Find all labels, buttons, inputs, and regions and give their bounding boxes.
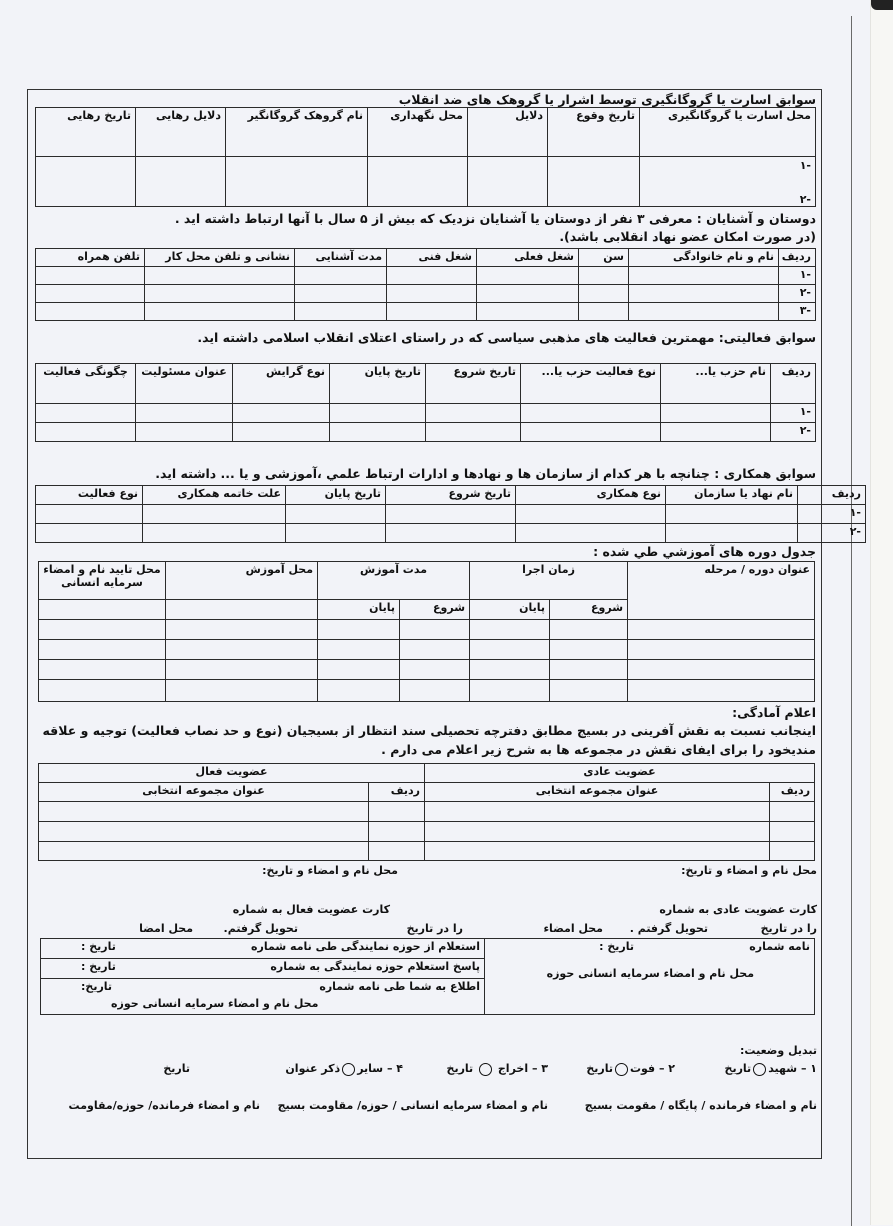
status-option-dismissal[interactable]	[447, 1062, 548, 1076]
cooperation-title: سوابق همکاری : چنانچه با هر کدام از سازمان ها و نهادها و ادارات ارتباط علمي ،آموزشی و یا ... داشته اید.	[155, 466, 816, 481]
regular-received-text: تحویل گرفتم .	[629, 922, 708, 935]
cell[interactable]	[36, 157, 136, 207]
header-end-date: تاریخ پایان	[286, 486, 386, 505]
table-row[interactable]	[640, 157, 816, 207]
header-row: ردیف	[369, 783, 425, 802]
row-number: -۲	[799, 193, 811, 206]
cell[interactable]	[579, 267, 629, 285]
header-orientation: نوع گرایش	[233, 364, 330, 404]
header-work-address-phone: نشانی و تلفن محل کار	[145, 249, 295, 267]
training-table	[38, 561, 815, 702]
cell[interactable]	[145, 303, 295, 321]
header-age: سن	[579, 249, 629, 267]
cell[interactable]	[36, 267, 145, 285]
header-training-duration: مدت آموزش	[318, 562, 470, 600]
captivity-table	[35, 107, 816, 207]
table-row	[39, 640, 815, 660]
notify-row	[41, 979, 485, 1015]
option-date: تاریخ	[446, 1062, 474, 1075]
cell[interactable]	[661, 423, 771, 442]
cell[interactable]	[369, 842, 425, 861]
cell[interactable]	[628, 660, 815, 680]
inquiry-label: استعلام از حوزه نمایندگی طی نامه شماره	[251, 940, 480, 953]
cell[interactable]	[36, 303, 145, 321]
cell[interactable]	[629, 303, 779, 321]
header-technical-job: شغل فنی	[387, 249, 477, 267]
activities-table	[35, 363, 816, 442]
status-option-martyr[interactable]	[725, 1062, 817, 1076]
hr-signature-label: محل نام و امضاء سرمایه انسانی حوزه	[546, 967, 754, 980]
header-full-name: نام و نام خانوادگی	[629, 249, 779, 267]
cell[interactable]	[387, 285, 477, 303]
regular-card-number[interactable]: کارت عضویت عادی به شماره	[659, 903, 817, 916]
cell[interactable]	[226, 157, 368, 207]
cell[interactable]	[387, 303, 477, 321]
row-number: -۱	[799, 159, 811, 172]
status-option-other[interactable]	[285, 1062, 403, 1076]
page-edge	[870, 0, 893, 1225]
cell[interactable]	[166, 600, 318, 620]
cell[interactable]	[286, 505, 386, 524]
cell[interactable]	[39, 680, 166, 702]
inquiry-date-label: تاریخ :	[81, 940, 116, 953]
table-row	[39, 822, 815, 842]
cell[interactable]	[36, 505, 143, 524]
inquiry-reply-label: پاسخ استعلام حوزه نمایندگی به شماره	[270, 960, 480, 973]
active-received-text: تحویل گرفتم.	[223, 922, 298, 935]
active-sign-place[interactable]: محل امضا	[139, 922, 193, 935]
cell[interactable]	[666, 524, 798, 543]
cell[interactable]	[426, 404, 521, 423]
cell[interactable]	[470, 640, 550, 660]
radio-martyr[interactable]	[753, 1063, 766, 1076]
inquiry-table	[40, 938, 815, 1015]
radio-death[interactable]	[615, 1063, 628, 1076]
cell[interactable]	[579, 303, 629, 321]
signer-commander-base[interactable]: نام و امضاء فرمانده / پایگاه / مقومت بسیج	[584, 1099, 817, 1112]
cell[interactable]	[145, 267, 295, 285]
header-row: ردیف	[798, 486, 866, 505]
cell[interactable]	[770, 802, 815, 822]
cell[interactable]	[36, 524, 143, 543]
header-acquaintance-duration: مدت آشنایی	[295, 249, 387, 267]
header-active-membership: عضویت فعال	[39, 764, 425, 783]
header-activity-manner: چگونگی فعالیت	[36, 364, 136, 404]
friends-title: دوستان و آشنایان : معرفی ۳ نفر از دوستان یا آشنایان نزدیک که بیش از ۵ سال با آنها ارتباط داشته اید .	[174, 211, 816, 226]
header-regular-membership: عضویت عادی	[425, 764, 815, 783]
cell[interactable]	[550, 620, 628, 640]
cell[interactable]	[39, 600, 166, 620]
active-card-number[interactable]: کارت عضویت فعال به شماره	[232, 903, 390, 916]
cell[interactable]	[39, 620, 166, 640]
header-termination-reason: علت خاتمه همکاری	[143, 486, 286, 505]
row-number: -۲	[779, 285, 816, 303]
header-captivity-place: محل اسارت یا گروگانگیری	[640, 108, 816, 157]
option-date: تاریخ	[586, 1062, 613, 1075]
header-row: ردیف	[779, 249, 816, 267]
cell[interactable]	[470, 620, 550, 640]
regular-received-date[interactable]: را در تاریخ	[760, 922, 817, 935]
table-row	[36, 267, 816, 285]
row-number: -۱	[798, 505, 866, 524]
cell[interactable]	[233, 404, 330, 423]
cell[interactable]	[318, 640, 400, 660]
radio-other[interactable]	[342, 1063, 355, 1076]
header-mobile: تلفن همراه	[36, 249, 145, 267]
row-number: -۱	[779, 267, 816, 285]
cell[interactable]	[166, 660, 318, 680]
table-row	[39, 620, 815, 640]
table-row	[36, 423, 816, 442]
status-date[interactable]: تاریخ	[163, 1062, 190, 1075]
notify-date-label: تاریخ:	[81, 980, 113, 993]
active-received-date[interactable]: را در تاریخ	[406, 922, 463, 935]
header-row: ردیف	[770, 783, 815, 802]
cell[interactable]	[550, 660, 628, 680]
cell[interactable]	[145, 285, 295, 303]
cell[interactable]	[136, 423, 233, 442]
hr-signature-label-2: محل نام و امضاء سرمایه انسانی حوزه	[111, 997, 319, 1010]
inquiry-row	[41, 939, 485, 959]
cooperation-table	[35, 485, 866, 543]
cell[interactable]	[39, 802, 369, 822]
cell[interactable]	[770, 842, 815, 861]
cell[interactable]	[470, 660, 550, 680]
cell[interactable]	[143, 524, 286, 543]
friends-table	[35, 248, 816, 321]
cell[interactable]	[39, 660, 166, 680]
row-number: -۳	[779, 303, 816, 321]
hr-box	[485, 939, 815, 1015]
cell[interactable]	[330, 423, 426, 442]
cell[interactable]	[548, 157, 640, 207]
cell[interactable]	[39, 640, 166, 660]
cell[interactable]	[136, 157, 226, 207]
header-group-title: عنوان مجموعه انتخابی	[39, 783, 369, 802]
option-label: ۳ – اخراج	[497, 1062, 548, 1075]
header-organization-name: نام نهاد یا سازمان	[666, 486, 798, 505]
header-occurrence-date: تاریخ وقوع	[548, 108, 640, 157]
row-number: -۲	[771, 423, 816, 442]
cell[interactable]	[143, 505, 286, 524]
header-release-reasons: دلایل رهایی	[136, 108, 226, 157]
cell[interactable]	[628, 620, 815, 640]
cell[interactable]	[166, 620, 318, 640]
signature-active[interactable]: محل نام و امضاء و تاریخ:	[262, 864, 398, 877]
cell[interactable]	[36, 285, 145, 303]
cell[interactable]	[233, 423, 330, 442]
cell[interactable]	[400, 640, 470, 660]
cell[interactable]	[318, 620, 400, 640]
readiness-title: اعلام آمادگی:	[732, 705, 816, 720]
cell[interactable]	[470, 680, 550, 702]
table-row	[39, 660, 815, 680]
header-start-date: تاریخ شروع	[426, 364, 521, 404]
row-number: -۲	[798, 524, 866, 543]
cell[interactable]	[318, 680, 400, 702]
cell[interactable]	[629, 285, 779, 303]
date-label: تاریخ :	[599, 940, 634, 953]
header-hr-approval: محل تایید نام و امضاء سرمایه انسانی	[39, 562, 166, 600]
header-reasons: دلایل	[468, 108, 548, 157]
table-row	[36, 303, 816, 321]
option-label: ۲ – فوت	[629, 1062, 675, 1075]
header-activity-type: نوع فعالیت	[36, 486, 143, 505]
cell[interactable]	[400, 620, 470, 640]
cell[interactable]	[295, 285, 387, 303]
training-title: جدول دوره های آموزشي طي شده :	[593, 544, 816, 559]
signature-regular[interactable]: محل نام و امضاء و تاریخ:	[681, 864, 817, 877]
cell[interactable]	[477, 285, 579, 303]
cell[interactable]	[516, 505, 666, 524]
cell[interactable]	[426, 423, 521, 442]
cell[interactable]	[369, 822, 425, 842]
cell[interactable]	[39, 842, 369, 861]
cell[interactable]	[477, 267, 579, 285]
friends-subtitle: (در صورت امکان عضو نهاد انقلابی باشد).	[559, 229, 816, 244]
cell[interactable]	[628, 680, 815, 702]
page-corner	[871, 0, 893, 10]
header-duration-start: شروع	[400, 600, 470, 620]
inquiry-reply-row	[41, 959, 485, 979]
cell[interactable]	[386, 505, 516, 524]
table-row	[36, 285, 816, 303]
cell[interactable]	[166, 640, 318, 660]
cell[interactable]	[550, 640, 628, 660]
cell[interactable]	[521, 404, 661, 423]
cell[interactable]	[36, 423, 136, 442]
cell[interactable]	[770, 822, 815, 842]
option-date: ذکر عنوان	[285, 1062, 341, 1075]
cell[interactable]	[579, 285, 629, 303]
table-row	[39, 680, 815, 702]
header-end-date: تاریخ پایان	[330, 364, 426, 404]
option-date: تاریخ	[724, 1062, 752, 1075]
header-group-name: نام گروهک گروگانگیر	[226, 108, 368, 157]
cell[interactable]	[468, 157, 548, 207]
activities-title: سوابق فعالیتی: مهمترین فعالیت های مذهبی سیاسی که در راستای اعتلای انقلاب اسلامی داشته اید.	[197, 330, 816, 345]
page-margin-line	[851, 16, 852, 1226]
header-holding-place: محل نگهداری	[368, 108, 468, 157]
header-party-activity-type: نوع فعالیت حزب یا...	[521, 364, 661, 404]
table-row	[36, 524, 866, 543]
signer-hr[interactable]: نام و امضاء سرمایه انسانی / حوزه/ مقاومت بسیج	[277, 1099, 548, 1112]
header-group-title: عنوان مجموعه انتخابی	[425, 783, 770, 802]
cell[interactable]	[295, 303, 387, 321]
header-exec-start: شروع	[550, 600, 628, 620]
radio-dismissal[interactable]	[479, 1063, 492, 1076]
cell[interactable]	[425, 802, 770, 822]
cell[interactable]	[425, 842, 770, 861]
cell[interactable]	[661, 404, 771, 423]
cell[interactable]	[286, 524, 386, 543]
cell[interactable]	[330, 404, 426, 423]
option-label: ۱ – شهید	[768, 1062, 817, 1075]
readiness-text: اینجانب نسبت به نقش آفرینی در بسیج مطابق دفترچه تحصیلی سند انتظار از بسیجیان (نوع و حد نصاب فعالیت) توجیه و علاقه مندیخود را برای ایفای نقش در مجموعه ها به شرح زیر اعلام می دارم .	[42, 723, 816, 757]
header-current-job: شغل فعلی	[477, 249, 579, 267]
cell[interactable]	[516, 524, 666, 543]
cell[interactable]	[386, 524, 516, 543]
header-release-date: تاریخ رهایی	[36, 108, 136, 157]
header-execution-time: زمان اجرا	[470, 562, 628, 600]
cell[interactable]	[136, 404, 233, 423]
option-label: ۴ – سایر	[357, 1062, 403, 1075]
cell[interactable]	[400, 680, 470, 702]
header-training-location: محل آموزش	[166, 562, 318, 600]
header-party-name: نام حزب یا...	[661, 364, 771, 404]
inquiry-reply-date-label: تاریخ :	[81, 960, 116, 973]
cell[interactable]	[387, 267, 477, 285]
cell[interactable]	[369, 802, 425, 822]
cell[interactable]	[550, 680, 628, 702]
header-responsibility-title: عنوان مسئولیت	[136, 364, 233, 404]
cell[interactable]	[368, 157, 468, 207]
cell[interactable]	[425, 822, 770, 842]
header-row: ردیف	[771, 364, 816, 404]
cell[interactable]	[318, 660, 400, 680]
captivity-title: سوابق اسارت یا گروگانگیری توسط اشرار یا گروهک های ضد انقلاب	[398, 92, 816, 107]
cell[interactable]	[629, 267, 779, 285]
row-number: -۱	[771, 404, 816, 423]
cell[interactable]	[295, 267, 387, 285]
regular-sign-place[interactable]: محل امضاء	[543, 922, 603, 935]
cell[interactable]	[477, 303, 579, 321]
header-course-title: عنوان دوره / مرحله	[628, 562, 815, 620]
cell[interactable]	[36, 404, 136, 423]
cell[interactable]	[628, 640, 815, 660]
status-option-death[interactable]	[586, 1062, 675, 1076]
cell[interactable]	[666, 505, 798, 524]
table-row	[39, 842, 815, 861]
table-row	[36, 505, 866, 524]
cell[interactable]	[166, 680, 318, 702]
table-row	[36, 404, 816, 423]
header-exec-end: پایان	[470, 600, 550, 620]
header-start-date: تاریخ شروع	[386, 486, 516, 505]
cell[interactable]	[400, 660, 470, 680]
signer-commander-zone[interactable]: نام و امضاء فرمانده/ حوزه/مقاومت	[68, 1099, 260, 1112]
cell[interactable]	[521, 423, 661, 442]
status-change-title: تبدیل وضعیت:	[740, 1044, 817, 1057]
cell[interactable]	[39, 822, 369, 842]
notify-label: اطلاع به شما طی نامه شماره	[319, 980, 480, 993]
header-cooperation-type: نوع همکاری	[516, 486, 666, 505]
table-row	[39, 802, 815, 822]
membership-table	[38, 763, 815, 861]
header-duration-end: پایان	[318, 600, 400, 620]
letter-number-label: نامه شماره	[749, 940, 810, 953]
